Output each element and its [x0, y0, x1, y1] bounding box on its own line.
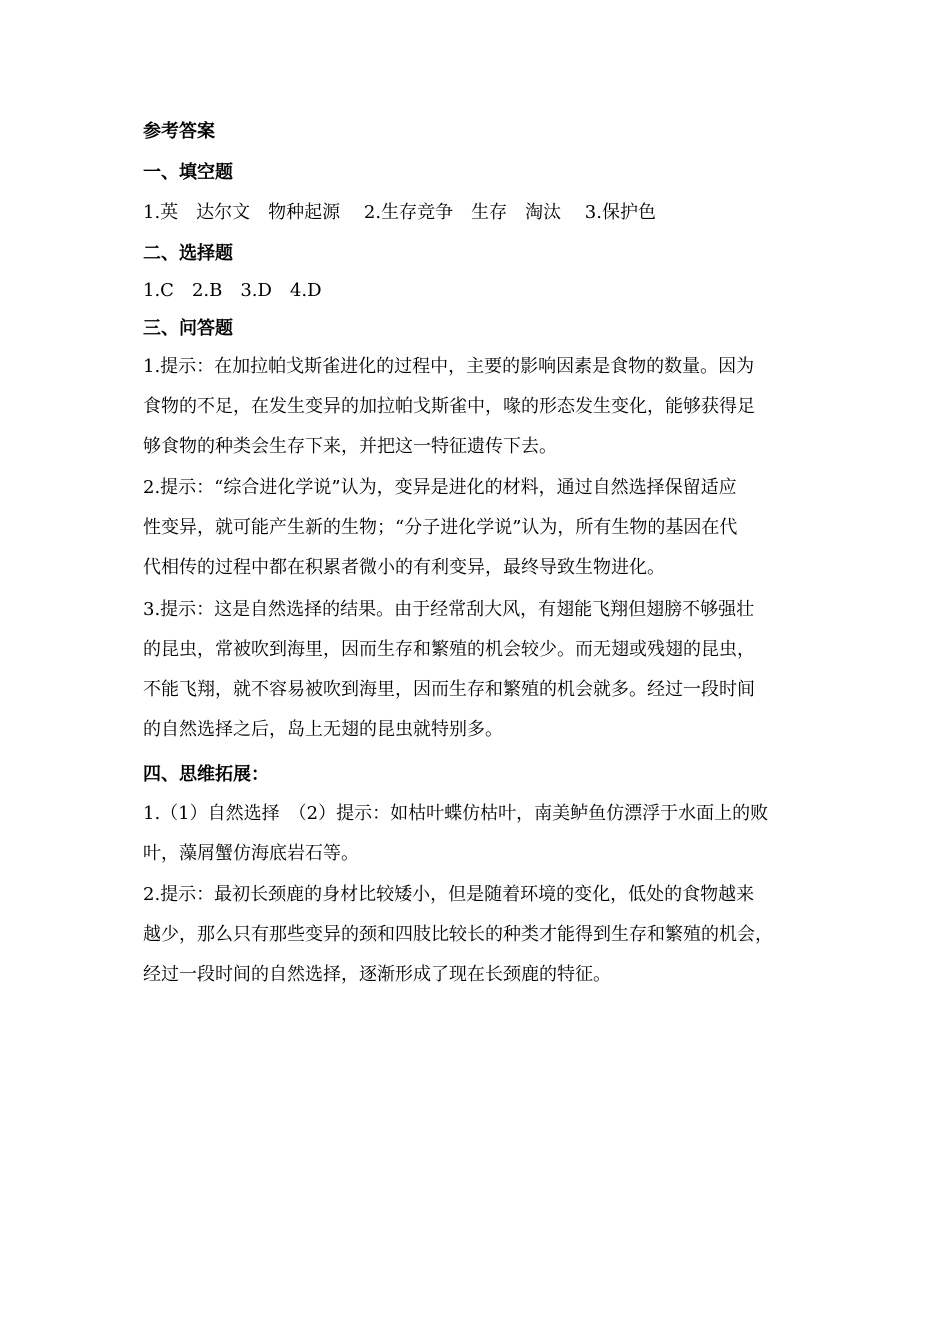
document-title: 参考答案 [143, 121, 215, 142]
text-line: 代相传的过程中都在积累者微小的有利变异，最终导致生物进化。 [143, 557, 665, 578]
text-line: 够食物的种类会生存下来，并把这一特征遗传下去。 [143, 436, 557, 457]
text-line: 2.提示：最初长颈鹿的身材比较矮小，但是随着环境的变化，低处的食物越来 [143, 884, 755, 905]
section-heading-choice: 二、选择题 [143, 243, 233, 264]
section-heading-fill-in: 一、填空题 [143, 162, 233, 183]
qa-answer-1 [143, 347, 808, 467]
fill-in-answers: 1.英 达尔文 物种起源 2.生存竞争 生存 淘汰 3.保护色 [143, 202, 656, 223]
text-line: 食物的不足，在发生变异的加拉帕戈斯雀中，喙的形态发生变化，能够获得足 [143, 396, 755, 417]
text-line: 叶，藻屑蟹仿海底岩石等。 [143, 843, 359, 864]
text-line: 不能飞翔，就不容易被吹到海里，因而生存和繁殖的机会就多。经过一段时间 [143, 679, 755, 700]
text-line: 的自然选择之后，岛上无翅的昆虫就特别多。 [143, 719, 503, 740]
thinking-answer-1 [143, 794, 808, 874]
thinking-answer-2 [143, 875, 808, 995]
section-heading-qa: 三、问答题 [143, 318, 233, 339]
text-line: 2.提示：“综合进化学说”认为，变异是进化的材料，通过自然选择保留适应 [143, 477, 737, 498]
text-line: 的昆虫，常被吹到海里，因而生存和繁殖的机会较少。而无翅或残翅的昆虫， [143, 639, 755, 660]
section-heading-thinking: 四、思维拓展： [143, 764, 269, 785]
text-line: 3.提示：这是自然选择的结果。由于经常刮大风，有翅能飞翔但翅膀不够强壮 [143, 599, 755, 620]
qa-answer-3 [143, 590, 808, 750]
text-line: 1.（1）自然选择 （2）提示：如枯叶蝶仿枯叶，南美鲈鱼仿漂浮于水面上的败 [143, 803, 769, 824]
text-line: 经过一段时间的自然选择，逐渐形成了现在长颈鹿的特征。 [143, 964, 611, 985]
text-line: 1.提示：在加拉帕戈斯雀进化的过程中，主要的影响因素是食物的数量。因为 [143, 356, 755, 377]
text-line: 性变异，就可能产生新的生物；“分子进化学说”认为，所有生物的基因在代 [143, 517, 738, 538]
choice-answers: 1.C 2.B 3.D 4.D [143, 280, 322, 301]
qa-answer-2 [143, 468, 808, 588]
text-line: 越少，那么只有那些变异的颈和四肢比较长的种类才能得到生存和繁殖的机会， [143, 924, 773, 945]
